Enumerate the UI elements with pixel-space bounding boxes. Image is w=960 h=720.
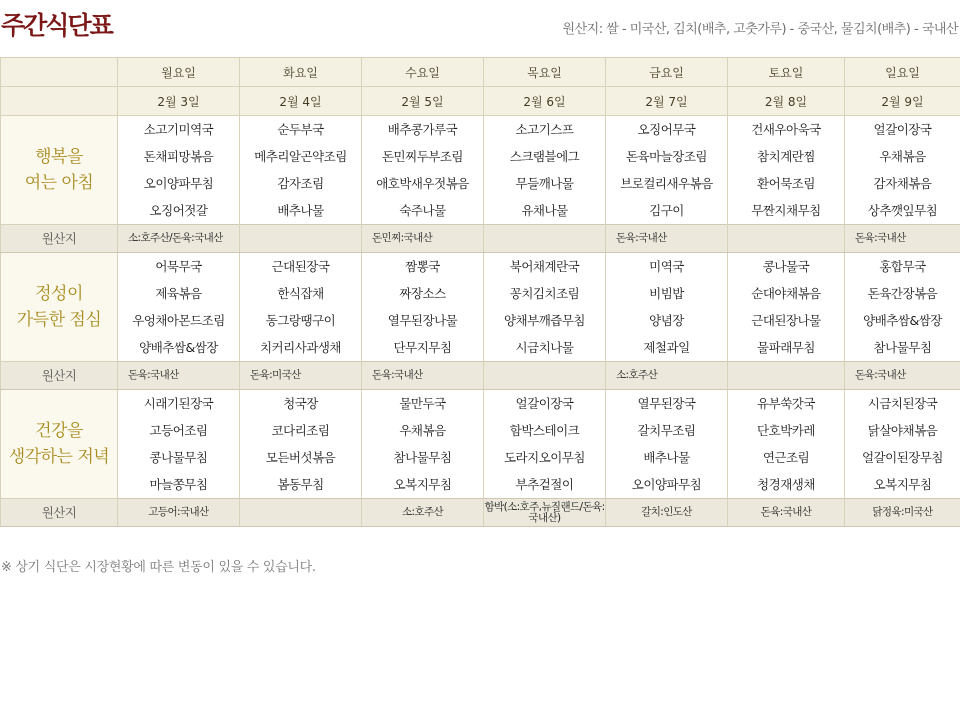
menu-row — [1, 417, 960, 444]
menu-row — [1, 197, 960, 225]
origin-cell: 돈육:국내산 — [606, 225, 728, 253]
date-header: 2월 6일 — [484, 87, 606, 116]
origin-label: 원산지 — [1, 225, 118, 253]
menu-item: 연근조림 — [728, 444, 845, 471]
menu-row — [1, 307, 960, 334]
origin-cell — [240, 225, 362, 253]
menu-item: 모든버섯볶음 — [240, 444, 362, 471]
menu-item: 제철과일 — [606, 334, 728, 362]
day-header: 목요일 — [484, 58, 606, 87]
menu-item: 브로컬리새우볶음 — [606, 170, 728, 197]
menu-item: 청국장 — [240, 390, 362, 418]
meal-label — [1, 253, 118, 362]
menu-item: 돈채피망볶음 — [118, 143, 240, 170]
menu-item: 한식잡채 — [240, 280, 362, 307]
menu-item: 짬뽕국 — [362, 253, 484, 281]
menu-item: 감자조림 — [240, 170, 362, 197]
date-header: 2월 3일 — [118, 87, 240, 116]
menu-row — [1, 334, 960, 362]
origin-label: 원산지 — [1, 362, 118, 390]
menu-item: 메추리알곤약조림 — [240, 143, 362, 170]
menu-item: 양배추쌈&쌈장 — [118, 334, 240, 362]
menu-item: 감자채볶음 — [845, 170, 960, 197]
origin-cell: 돈육:국내산 — [728, 499, 845, 527]
origin-cell: 돈육:국내산 — [362, 362, 484, 390]
menu-item: 봄동무침 — [240, 471, 362, 499]
menu-item: 양배추쌈&쌈장 — [845, 307, 960, 334]
menu-item: 유채나물 — [484, 197, 606, 225]
meal-label-line1: 건강을 — [35, 421, 83, 441]
meal-label-line2: 가득한 점심 — [16, 310, 102, 330]
meal-label — [1, 390, 118, 499]
menu-item: 스크램블에그 — [484, 143, 606, 170]
menu-item: 시금치된장국 — [845, 390, 960, 418]
menu-item: 물만두국 — [362, 390, 484, 418]
menu-item: 오징어무국 — [606, 116, 728, 144]
menu-item: 참치계란찜 — [728, 143, 845, 170]
menu-item: 청경재생채 — [728, 471, 845, 499]
meal-label-line2: 여는 아침 — [24, 173, 94, 193]
menu-item: 순두부국 — [240, 116, 362, 144]
origin-row — [1, 499, 960, 527]
menu-item: 오이양파무침 — [606, 471, 728, 499]
menu-item: 단무지무침 — [362, 334, 484, 362]
menu-item: 소고기미역국 — [118, 116, 240, 144]
origin-cell: 닭정육:미국산 — [845, 499, 960, 527]
date-header: 2월 4일 — [240, 87, 362, 116]
menu-item: 얼갈이된장무침 — [845, 444, 960, 471]
menu-item: 미역국 — [606, 253, 728, 281]
menu-item: 배추나물 — [606, 444, 728, 471]
menu-item: 근대된장나물 — [728, 307, 845, 334]
menu-item: 오징어젓갈 — [118, 197, 240, 225]
menu-item: 오복지무침 — [362, 471, 484, 499]
menu-row — [1, 143, 960, 170]
menu-item: 마늘쫑무침 — [118, 471, 240, 499]
menu-row — [1, 280, 960, 307]
menu-item: 짜장소스 — [362, 280, 484, 307]
origin-cell: 돈육:미국산 — [240, 362, 362, 390]
menu-row — [1, 390, 960, 418]
menu-item: 코다리조림 — [240, 417, 362, 444]
origin-cell — [240, 499, 362, 527]
menu-item: 배추콩가루국 — [362, 116, 484, 144]
menu-item: 돈육간장볶음 — [845, 280, 960, 307]
menu-item: 참나물무침 — [362, 444, 484, 471]
menu-item: 순대야채볶음 — [728, 280, 845, 307]
menu-item: 애호박새우젓볶음 — [362, 170, 484, 197]
date-header: 2월 5일 — [362, 87, 484, 116]
menu-item: 부추겉절이 — [484, 471, 606, 499]
origin-row — [1, 362, 960, 390]
weekly-menu-table — [0, 57, 960, 527]
origin-cell: 갈치:인도산 — [606, 499, 728, 527]
meal-label-line1: 행복을 — [35, 147, 83, 167]
menu-item: 제육볶음 — [118, 280, 240, 307]
meal-label — [1, 116, 118, 225]
date-header: 2월 8일 — [728, 87, 845, 116]
menu-item: 얼갈이장국 — [845, 116, 960, 144]
menu-item: 우채볶음 — [362, 417, 484, 444]
day-header: 월요일 — [118, 58, 240, 87]
menu-item: 김구이 — [606, 197, 728, 225]
origin-label: 원산지 — [1, 499, 118, 527]
origin-cell: 돈육:국내산 — [845, 362, 960, 390]
date-header-row — [1, 87, 960, 116]
menu-item: 근대된장국 — [240, 253, 362, 281]
menu-item: 시금치나물 — [484, 334, 606, 362]
disclaimer: ※ 상기 식단은 시장현황에 따른 변동이 있을 수 있습니다. — [1, 560, 316, 575]
menu-item: 얼갈이장국 — [484, 390, 606, 418]
menu-item: 소고기스프 — [484, 116, 606, 144]
day-header: 수요일 — [362, 58, 484, 87]
header-corner — [1, 87, 118, 116]
menu-item: 도라지오이무침 — [484, 444, 606, 471]
menu-item: 무짠지채무침 — [728, 197, 845, 225]
menu-item: 배추나물 — [240, 197, 362, 225]
menu-item: 돈육마늘장조림 — [606, 143, 728, 170]
origin-cell: 함박(소:호주,뉴질랜드/돈육:국내산) — [484, 499, 606, 527]
origin-cell — [484, 225, 606, 253]
origin-cell: 돈육:국내산 — [118, 362, 240, 390]
menu-item: 물파래무침 — [728, 334, 845, 362]
origin-cell: 돈육:국내산 — [845, 225, 960, 253]
menu-item: 동그랑땡구이 — [240, 307, 362, 334]
menu-item: 어묵무국 — [118, 253, 240, 281]
origin-cell — [728, 225, 845, 253]
menu-item: 환어묵조림 — [728, 170, 845, 197]
menu-item: 열무된장나물 — [362, 307, 484, 334]
origin-cell: 소:호주산/돈육:국내산 — [118, 225, 240, 253]
origin-cell: 돈민찌:국내산 — [362, 225, 484, 253]
menu-item: 우엉채아몬드조림 — [118, 307, 240, 334]
day-header: 토요일 — [728, 58, 845, 87]
menu-item: 오이양파무침 — [118, 170, 240, 197]
menu-item: 단호박카레 — [728, 417, 845, 444]
origin-cell: 고등어:국내산 — [118, 499, 240, 527]
day-header: 일요일 — [845, 58, 960, 87]
menu-item: 치커리사과생채 — [240, 334, 362, 362]
page-title: 주간식단표 — [1, 11, 112, 40]
menu-item: 콩나물국 — [728, 253, 845, 281]
menu-item: 우채볶음 — [845, 143, 960, 170]
meal-label-line1: 정성이 — [35, 284, 83, 304]
menu-item: 무들깨나물 — [484, 170, 606, 197]
menu-row — [1, 116, 960, 144]
menu-row — [1, 444, 960, 471]
menu-item: 꽁치김치조림 — [484, 280, 606, 307]
menu-item: 유부쑥갓국 — [728, 390, 845, 418]
header-corner — [1, 58, 118, 87]
menu-item: 콩나물무침 — [118, 444, 240, 471]
date-header: 2월 9일 — [845, 87, 960, 116]
origin-cell: 소:호주산 — [606, 362, 728, 390]
menu-item: 갈치무조림 — [606, 417, 728, 444]
origin-note: 원산지: 쌀 - 미국산, 김치(배추, 고춧가루) - 중국산, 물김치(배추) - 국내산 — [562, 22, 958, 37]
origin-cell: 소:호주산 — [362, 499, 484, 527]
menu-row — [1, 471, 960, 499]
menu-item: 북어채계란국 — [484, 253, 606, 281]
date-header: 2월 7일 — [606, 87, 728, 116]
origin-row — [1, 225, 960, 253]
menu-item: 숙주나물 — [362, 197, 484, 225]
menu-item: 홍합무국 — [845, 253, 960, 281]
menu-item: 함박스테이크 — [484, 417, 606, 444]
menu-item: 참나물무침 — [845, 334, 960, 362]
menu-row — [1, 253, 960, 281]
menu-item: 닭살야채볶음 — [845, 417, 960, 444]
menu-item: 상추깻잎무침 — [845, 197, 960, 225]
menu-item: 돈민찌두부조림 — [362, 143, 484, 170]
menu-row — [1, 170, 960, 197]
day-header: 화요일 — [240, 58, 362, 87]
menu-item: 양념장 — [606, 307, 728, 334]
menu-item: 양채부깨즙무침 — [484, 307, 606, 334]
menu-item: 고등어조림 — [118, 417, 240, 444]
menu-item: 건새우아욱국 — [728, 116, 845, 144]
menu-item: 오복지무침 — [845, 471, 960, 499]
origin-cell — [484, 362, 606, 390]
origin-cell — [728, 362, 845, 390]
meal-label-line2: 생각하는 저녁 — [8, 447, 110, 467]
menu-item: 열무된장국 — [606, 390, 728, 418]
day-header-row — [1, 58, 960, 87]
day-header: 금요일 — [606, 58, 728, 87]
menu-item: 비빔밥 — [606, 280, 728, 307]
menu-item: 시래기된장국 — [118, 390, 240, 418]
